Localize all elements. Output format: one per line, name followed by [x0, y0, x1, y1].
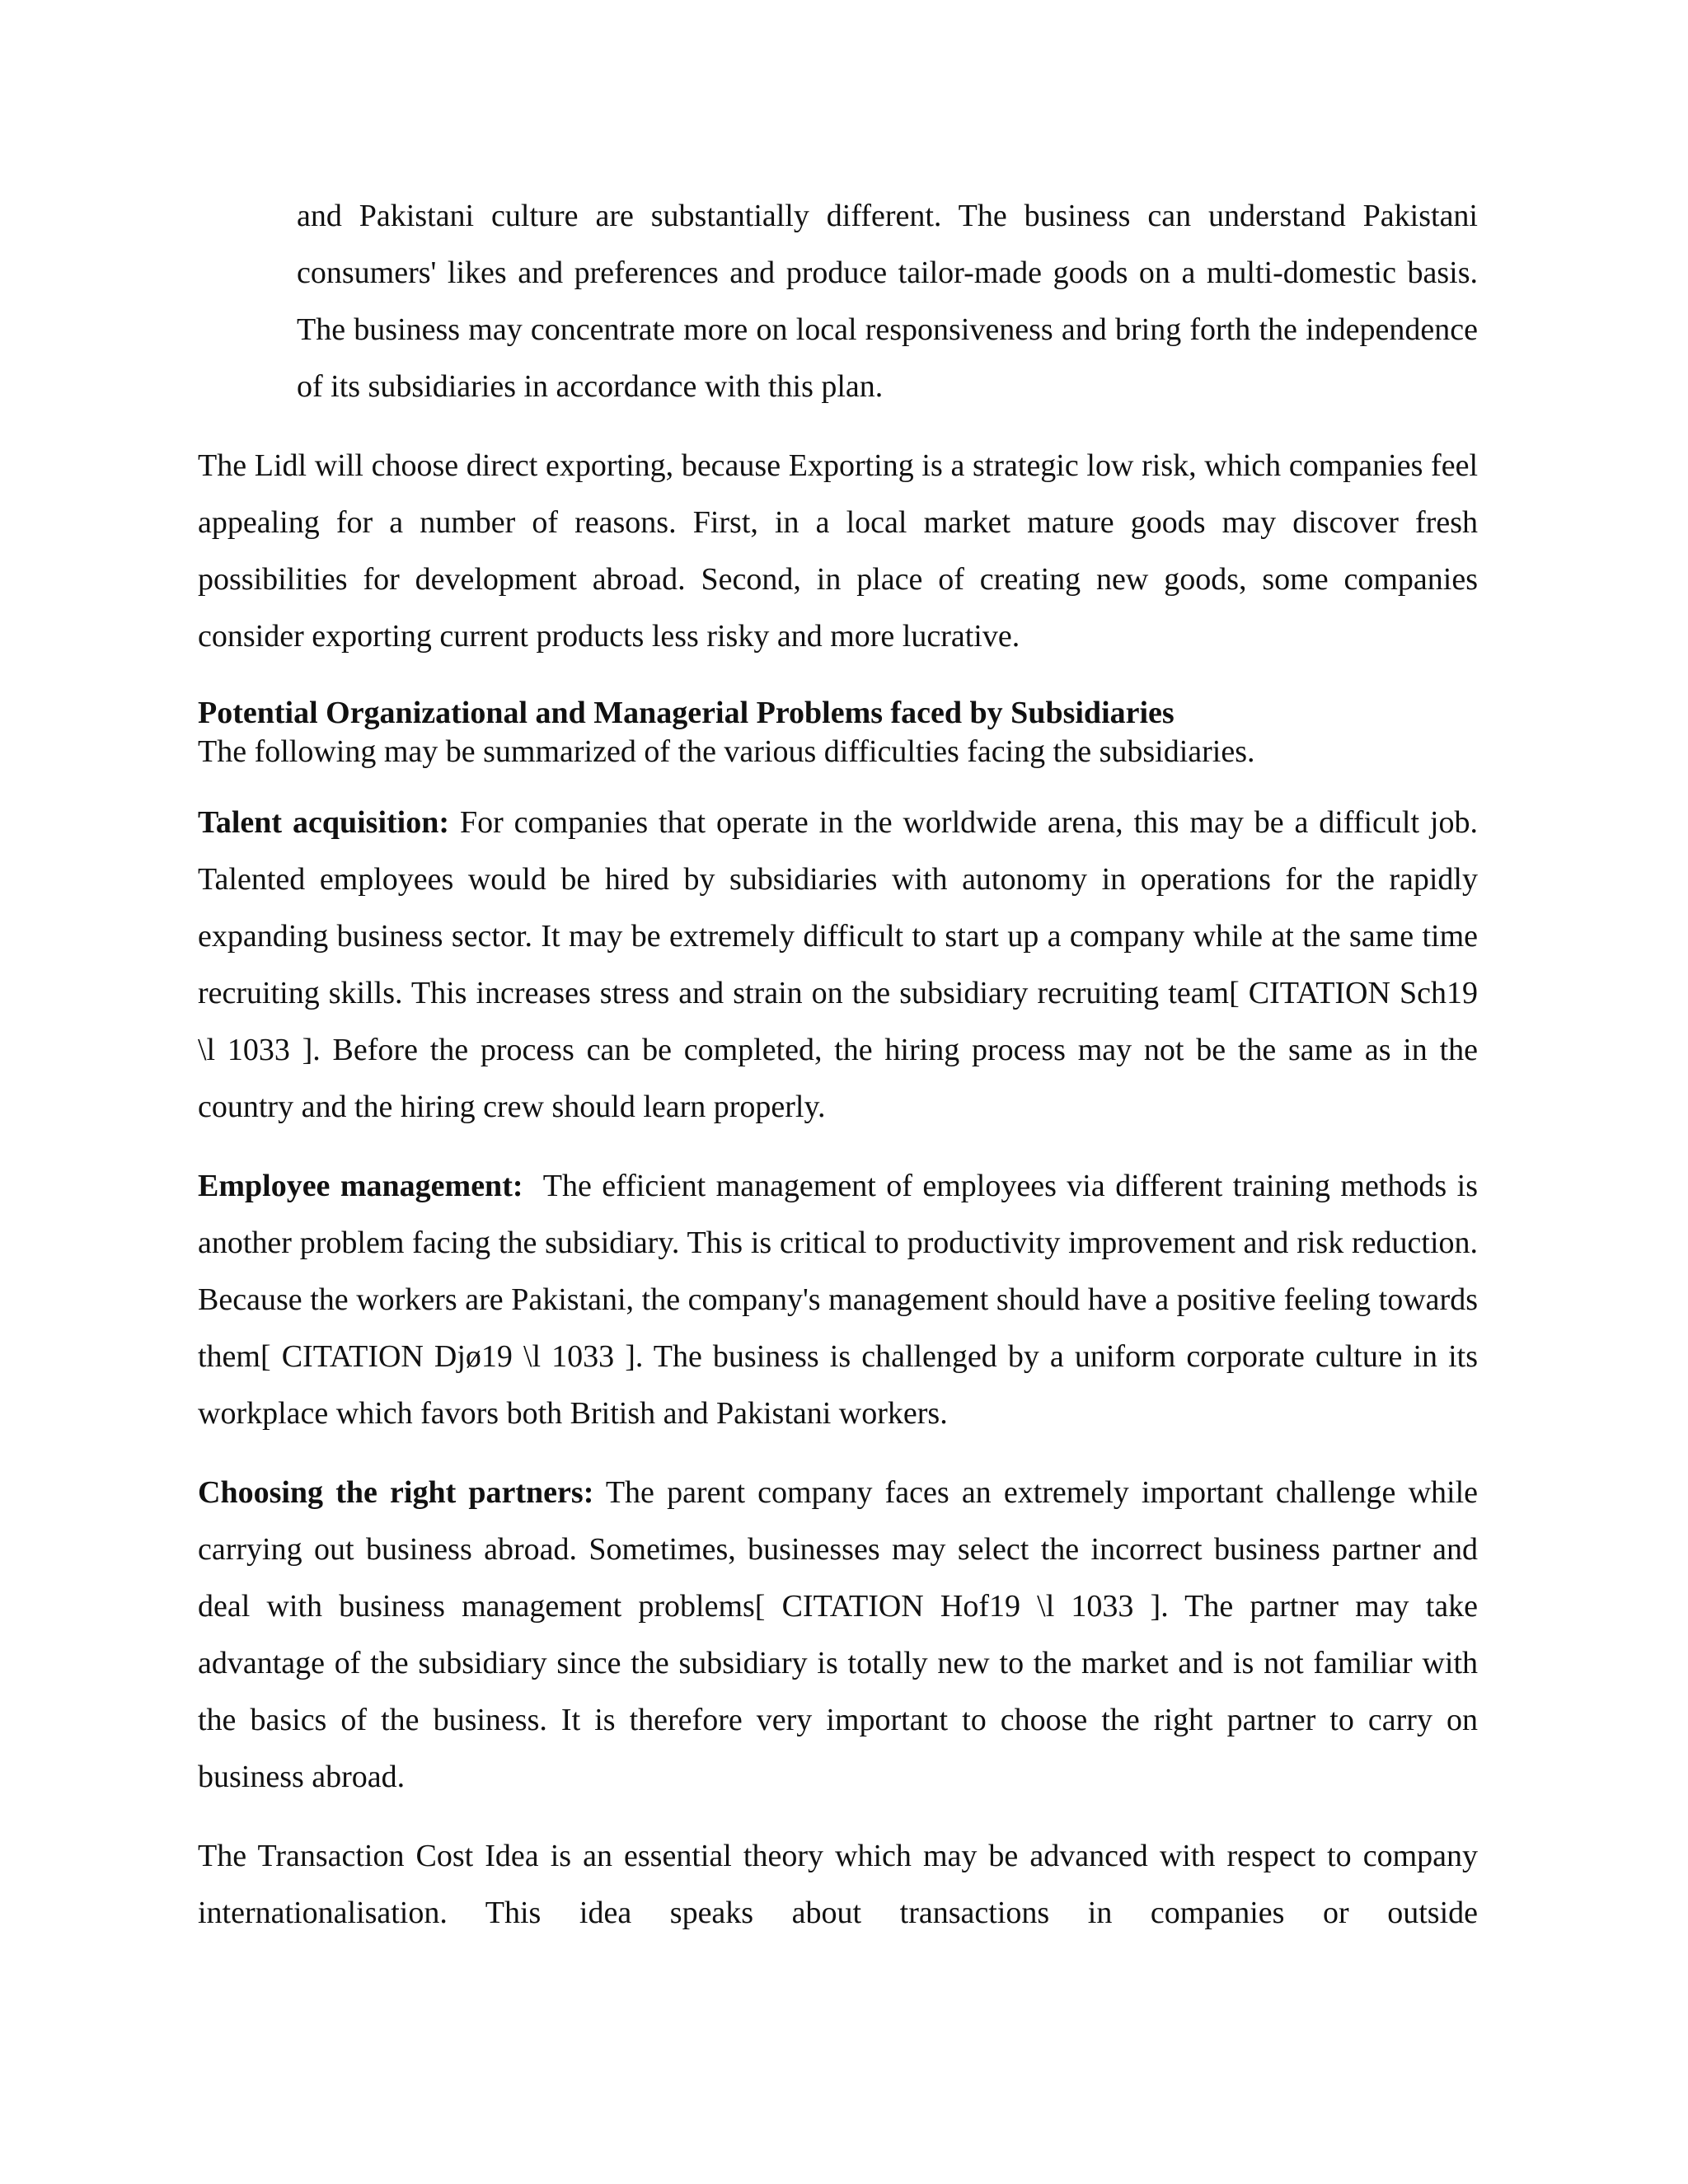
- employee-management-paragraph: [198, 1158, 1486, 1442]
- talent-acquisition-label: Talent acquisition:: [198, 805, 450, 840]
- employee-management-label: Employee management:: [198, 1169, 523, 1203]
- exporting-paragraph: The Lidl will choose direct exporting, because Exporting is a strategic low risk, which companies feel appealing for a number of reasons. First, in a local market mature goods may discover fresh possibilities for development abroad. Second, in place of creating new goods, some companies consider exporting current products less risky and more lucrative.: [198, 448, 1478, 654]
- continued-paragraph: and Pakistani culture are substantially different. The business can understand Pakistani consumers' likes and preferences and produce tailor-made goods on a multi-domestic basis. The business may concentrate more on local responsiveness and bring forth the independence of its subsidiaries in accordance with this plan.: [297, 199, 1478, 404]
- summary-sentence: The following may be summarized of the various difficulties facing the subsidiaries.: [198, 734, 1255, 769]
- section-heading: Potential Organizational and Managerial Problems faced by Subsidiaries: [198, 696, 1175, 730]
- choosing-partners-paragraph: [198, 1465, 1478, 1806]
- employee-management-text: The efficient management of employees via different training methods is another problem facing the subsidiary. This is critical to productivity improvement and risk reduction. Because the workers are Pakistani, the company's management should have a positive feeling towards them[ CITATION Djø19 \l 1033 ]. The business is challenged by a uniform corporate culture in its workplace which favors both British and Pakistani workers.: [198, 1169, 1486, 1431]
- talent-acquisition-text: For companies that operate in the worldwide arena, this may be a difficult job. Talented employees would be hired by subsidiaries with autonomy in operations for the rapidly expanding business sector. It may be extremely difficult to start up a company while at the same time recruiting skills. This increases stress and strain on the subsidiary recruiting team[ CITATION Sch19 \l 1033 ]. Before the process can be completed, the hiring process may not be the same as in the country and the hiring crew should learn properly.: [198, 805, 1478, 1124]
- transaction-cost-paragraph: The Transaction Cost Idea is an essential theory which may be advanced with respect to company internationalisation. This idea speaks about transactions in companies or outside: [198, 1839, 1478, 1930]
- document-body: [198, 188, 1486, 1942]
- choosing-partners-label: Choosing the right partners:: [198, 1475, 594, 1510]
- choosing-partners-text: The parent company faces an extremely important challenge while carrying out business abroad. Sometimes, businesses may select the incorrect business partner and deal with business management problems[ CITATION Hof19 \l 1033 ]. The partner may take advantage of the subsidiary since the subsidiary is totally new to the market and is not familiar with the basics of the business. It is therefore very important to choose the right partner to carry on business abroad.: [198, 1475, 1478, 1794]
- talent-acquisition-paragraph: [198, 794, 1478, 1136]
